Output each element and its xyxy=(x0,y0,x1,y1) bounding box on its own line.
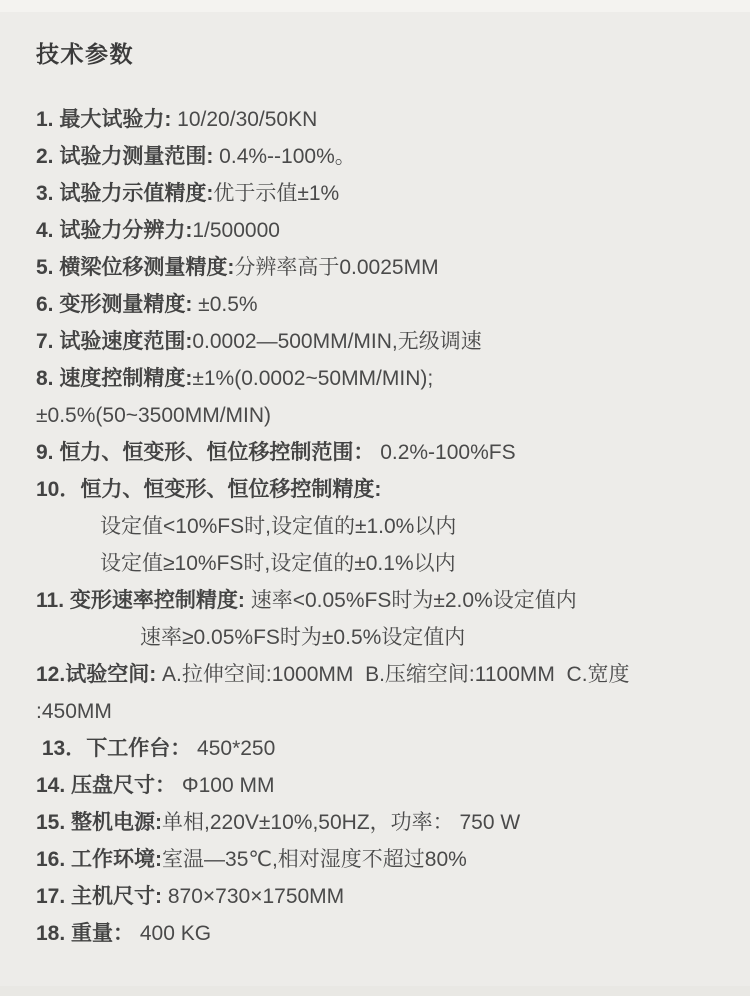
spec-value: 速率≥0.05%FS时为±0.5%设定值内 xyxy=(140,626,466,649)
spec-label: 14. 压盘尺寸： xyxy=(36,774,177,797)
spec-label: 9. 恒力、恒变形、恒位移控制范围： xyxy=(36,441,375,464)
spec-line-11-cont xyxy=(36,619,720,656)
spec-value: Φ100 MM xyxy=(176,774,275,797)
page-bottom-edge xyxy=(0,986,750,996)
spec-line-5 xyxy=(36,249,720,286)
spec-line-8 xyxy=(36,360,720,397)
spec-line-10-cont-2 xyxy=(36,545,720,582)
spec-line-18 xyxy=(36,915,720,952)
spec-value: ±1%(0.0002~50MM/MIN); xyxy=(192,367,434,390)
spec-label: 6. 变形测量精度: xyxy=(36,293,193,316)
spec-line-10 xyxy=(36,471,720,508)
spec-value: 单相,220V±10%,50HZ，功率： 750 W xyxy=(162,811,521,834)
spec-value: 0.0002—500MM/MIN,无级调速 xyxy=(192,330,482,353)
spec-value: 分辨率高于0.0025MM xyxy=(234,256,439,279)
spec-value: 设定值≥10%FS时,设定值的±0.1%以内 xyxy=(100,552,456,575)
spec-value: 400 KG xyxy=(134,922,212,945)
spec-value: ±0.5%(50~3500MM/MIN) xyxy=(36,404,272,427)
spec-value: 0.2%-100%FS xyxy=(374,441,516,464)
spec-line-7 xyxy=(36,323,720,360)
spec-label: 8. 速度控制精度: xyxy=(36,367,193,390)
spec-line-13 xyxy=(36,730,720,767)
spec-value: 0.4%--100%。 xyxy=(213,145,356,168)
spec-value: A.拉伸空间:1000MM B.压缩空间:1100MM C.宽度 xyxy=(156,663,630,686)
spec-label: 17. 主机尺寸: xyxy=(36,885,163,908)
spec-line-14 xyxy=(36,767,720,804)
spec-label: 10．恒力、恒变形、恒位移控制精度: xyxy=(36,478,382,501)
spec-line-16 xyxy=(36,841,720,878)
spec-line-8-cont xyxy=(36,397,720,434)
spec-label: 1. 最大试验力: xyxy=(36,108,172,131)
spec-line-12 xyxy=(36,656,720,693)
spec-line-12-cont xyxy=(36,693,720,730)
spec-label: 7. 试验速度范围: xyxy=(36,330,193,353)
spec-value: 870×730×1750MM xyxy=(162,885,345,908)
spec-line-2 xyxy=(36,138,720,175)
spec-label: 16. 工作环境: xyxy=(36,848,163,871)
spec-list xyxy=(36,101,720,952)
spec-value: 450*250 xyxy=(191,737,276,760)
page-title: 技术参数 xyxy=(36,41,134,67)
spec-label: 3. 试验力示值精度: xyxy=(36,182,214,205)
spec-value: 10/20/30/50KN xyxy=(171,108,318,131)
spec-line-6 xyxy=(36,286,720,323)
spec-label: 11. 变形速率控制精度: xyxy=(36,589,245,612)
spec-label: 15. 整机电源: xyxy=(36,811,163,834)
spec-value: ±0.5% xyxy=(192,293,258,316)
spec-line-11 xyxy=(36,582,720,619)
spec-line-1 xyxy=(36,101,720,138)
spec-value: 室温—35℃,相对湿度不超过80% xyxy=(162,848,467,871)
spec-line-17 xyxy=(36,878,720,915)
spec-label: 18. 重量： xyxy=(36,922,135,945)
spec-value: 1/500000 xyxy=(192,219,280,242)
spec-line-10-cont-1 xyxy=(36,508,720,545)
spec-value: 设定值<10%FS时,设定值的±1.0%以内 xyxy=(100,515,457,538)
spec-label: 12.试验空间: xyxy=(36,663,157,686)
spec-value: :450MM xyxy=(36,700,112,723)
spec-value: 速率<0.05%FS时为±2.0%设定值内 xyxy=(244,589,577,612)
spec-label: 4. 试验力分辨力: xyxy=(36,219,193,242)
spec-label: 2. 试验力测量范围: xyxy=(36,145,214,168)
spec-line-15 xyxy=(36,804,720,841)
spec-line-9 xyxy=(36,434,720,471)
spec-label: 5. 横梁位移测量精度: xyxy=(36,256,235,279)
spec-label: 13．下工作台： xyxy=(36,737,192,760)
spec-line-3 xyxy=(36,175,720,212)
spec-line-4 xyxy=(36,212,720,249)
spec-value: 优于示值±1% xyxy=(213,182,340,205)
